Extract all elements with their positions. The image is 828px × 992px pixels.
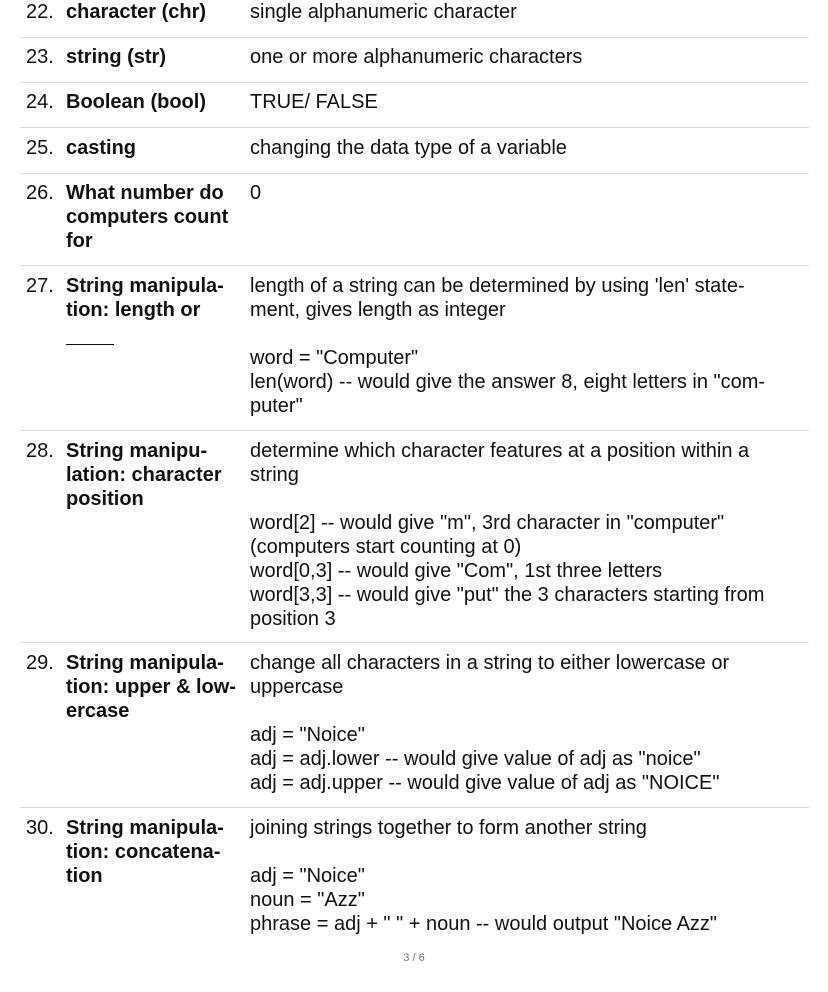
- entry-definition: [250, 90, 810, 114]
- entry-definition: [250, 816, 810, 936]
- entry-number: 29.: [26, 652, 54, 674]
- entry-term: String manipu- lation: character position: [66, 440, 222, 510]
- definition-text: TRUE/ FALSE: [250, 91, 378, 113]
- entry-definition: [250, 181, 810, 205]
- divider: [20, 127, 809, 128]
- definition-text: single alphanumeric character: [250, 1, 517, 23]
- definition-text: determine which character features at a position within a string: [250, 440, 750, 486]
- entry-number: 27.: [26, 275, 54, 297]
- entry-definition: [250, 45, 810, 69]
- entry-definition: [250, 651, 810, 795]
- entry-term: character (chr): [66, 1, 207, 23]
- definition-text: length of a string can be determined by using 'len' state- ment, gives length as integer: [250, 275, 745, 321]
- entry-term: String manipula- tion: upper & low- ercase: [66, 652, 236, 722]
- definition-text: 0: [250, 182, 262, 204]
- example-code: adj = "Noice" noun = "Azz" phrase = adj + " " + noun -- would output "Noice Azz": [250, 865, 718, 935]
- divider: [20, 430, 809, 431]
- entry-term: String manipula- tion: length or: [66, 275, 224, 321]
- entry-definition: [250, 0, 810, 24]
- page-number: 3 / 6: [403, 952, 425, 964]
- definition-text: changing the data type of a variable: [250, 137, 567, 159]
- definition-text: joining strings together to form another string: [250, 817, 647, 839]
- divider: [20, 642, 809, 643]
- example-code: word[2] -- would give "m", 3rd character in "computer" (computers start counting at 0) word[0,3] -- would give "Com", 1st three letters word[3,3] -- would give "put" the 3 characters starting from position 3: [250, 512, 765, 630]
- entry-number: 22.: [26, 1, 54, 23]
- divider: [20, 37, 809, 38]
- entry-number: 24.: [26, 91, 54, 113]
- entry-definition: [250, 439, 810, 631]
- entry-definition: [250, 274, 810, 418]
- definition-text: one or more alphanumeric characters: [250, 46, 583, 68]
- divider: [20, 173, 809, 174]
- example-code: word = "Computer" len(word) -- would give the answer 8, eight letters in "com- puter": [250, 347, 766, 417]
- entry-number: 30.: [26, 817, 54, 839]
- definition-text: change all characters in a string to either lowercase or uppercase: [250, 652, 730, 698]
- entry-number: 28.: [26, 440, 54, 462]
- divider: [20, 265, 809, 266]
- entry-number: 25.: [26, 137, 54, 159]
- entry-term: String manipula- tion: concatena- tion: [66, 817, 224, 887]
- entry-term: casting: [66, 137, 137, 159]
- entry-number: 23.: [26, 46, 54, 68]
- entry-term: Boolean (bool): [66, 91, 206, 113]
- entry-term: What number do computers count for: [66, 182, 229, 252]
- entry-term: string (str): [66, 46, 166, 68]
- entry-number: 26.: [26, 182, 54, 204]
- entry-definition: [250, 136, 810, 160]
- divider: [20, 82, 809, 83]
- fill-in-blank-line: [66, 344, 114, 345]
- example-code: adj = "Noice" adj = adj.lower -- would give value of adj as "noice" adj = adj.upper -- would give value of adj as "NOICE": [250, 724, 720, 794]
- divider: [20, 807, 809, 808]
